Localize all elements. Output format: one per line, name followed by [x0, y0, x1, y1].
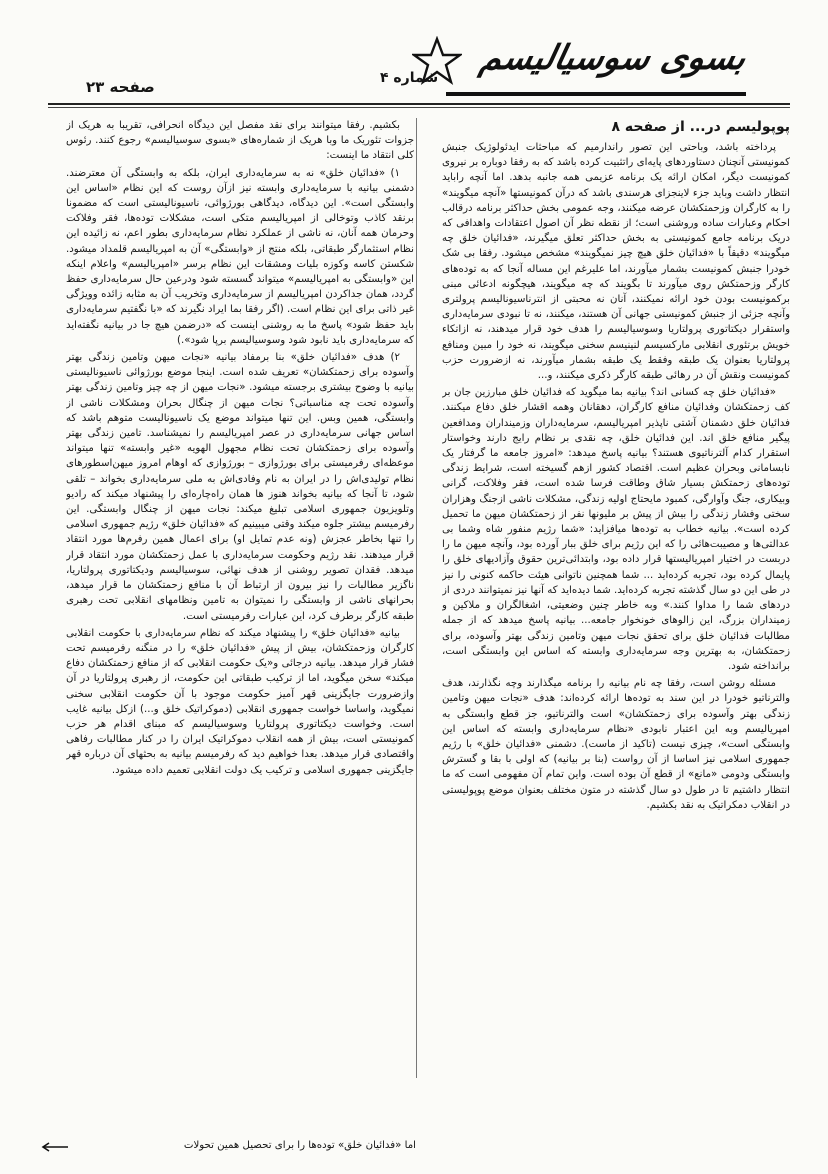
paragraph: پرداخته باشد، وباحتی این تصور راندارمیم که مباحثات ایدئولوژیک جنبش کمونیستی آنچنان دستاوردهای پایه‌ای راتثبیت کرده باشد که به رفقا دوباره بر نیروی کمونیست دیگر، امکان ارائه یک برنامه عزیمی همه جانبه بدهد. اما آنچه راباید انتظار داشت وباید جزء لاینجزای هرسندی باشد که درآن کمونیستها «آنچه میگویند» را به کارگران وزحمتکشان عرضه میکنند، وجه عمومی بخش حداکثر برنامه درقالب احکام وعبارات ساده وروشنی است؛ از نقطه نظر آن اصول اعتقادات واهدافی که دریک برنامه جامع کمونیستی به بخش حداکثر تعلق میگیرند، «فدائیان خلق چه میگویند» دقیقاً با «فدائیان خلق هیچ چیز نمیگویند» مشخص میشود. رفقا بی شک خودرا جنبش کمونیست بشمار میآورند، اما علیرغم این مساله آنجا که به توده‌های کارگر وزحمتکش روی میآورند تا بگویند که چه میگویند، هیچگونه ادعائی مبنی برکمونیست بودن خود ارائه نمیکنند، آنان نه محبتی از انترناسیونالیسم پرولتری وآنچه جزئی از جنبش کمونیستی جهانی آن هستند، میکنند، نه تا نبودی سرمایه‌داری واستقرار دیکتاتوری پرولتاریا وسوسیالیسم را هدف خود قرار میدهند، نه ازاتکاء خویش برتئوری انقلابی مارکسیسم لنینیسم سخنی میگویند، نه خود را مبین ومنافع پرولتاریا بعنوان یک طبقه وفقط یک طبقه بشمار میآورند، نه ازضرورت حزب کمونیست ونقش آن در رهائی طبقه کارگر ذکری میکنند، و... — [442, 142, 790, 382]
paragraph: مسئله روشن است، رفقا چه نام بیانیه را برنامه میگذارند وچه نگذارند، هدف والترناتیو خودرا در این سند به توده‌ها ارائه کرده‌اند: هدف «نجات میهن وتامین زندگی بهتر وآسوده برای زحمتکشان» است والترناتیو، جز قطع وابستگی به امپریالیسم وبه این اعتبار نابودی «نظام سرمایه‌داری وابسته که اساس این وابستگی است»، چیزی نیست (تاکید از ماست). دشمنی «فدائیان خلق» با رژیم جمهوری اسلامی نیز اساسا از آن رواست (بنا بر بیانیه) که اولی با بقا و گسترش وابستگی ودومی «مانع» از قطع آن بوده است. واین تمام آن مفهومی است که ما انتظار داشتیم تا در طول دو سال گذشته در متون مختلف بعنوان موضع پوپولیستی در انقلاب دمکراتیک به نقد بکشیم. — [442, 678, 790, 811]
header-rule-thin — [48, 107, 790, 108]
logo-underline — [446, 92, 746, 96]
page-number: صفحه ۲۳ — [86, 78, 155, 96]
issue-number: شماره ۴ — [380, 70, 439, 86]
paragraph: بیانیه «فدائیان خلق» را پیشنهاد میکند که نظام سرمایه‌داری با حکومت انقلابی کارگران وزحمتکشان، بیش از پیش «فدائیان خلق» را در منگنه رفرمیسم تحت فشار قرار میدهد. بیانیه درجائی و«یک حکومت انقلابی که از منافع زحمتکشان دفاع میکند» سخن میگوید، اما از ترکیب طبقاتی این حکومت، از رهبری پرولتاریا در آن وازضرورت جایگزینی قهر آمیز حکومت موجود با آن حکومت انقلابی سخنی نمیگوید، واساسا خواست جمهوری انقلابی (دموکراتیک خلق و...) ازکل بیانیه غایب است. وخواست دیکتاتوری پرولتاریا وسوسیالیسم که مبنای اقدام هر حزب کمونیستی است، بیش از همه انقلاب دموکراتیک ایران را در کنار مطالبات رفاهی واقتصادی قرار میدهد. بعدا خواهیم دید که رفرمیسم بیانیه به بحثهای آن درباره قهر جایگزینی جمهوری اسلامی و ترکیب یک دولت انقلابی تعمیم داده میشود. — [66, 627, 414, 776]
paragraph: ۱) «فدائیان خلق» نه به سرمایه‌داری ایران، بلکه به وابستگی آن معترضند. دشمنی بیانیه با سرمایه‌داری وابسته نیز ازآن روست که این نظام «اساس این وابستگی است». این دیدگاه، دیدگاهی بورژوائی، ناسیونالیستی است که مضمونا برنقد کاذب وتوخالی از امپریالیسم متکی است، مشکلات توده‌ها، فقر وفلاکت وحرمان همه آنان، نه ناشی از عملکرد نظام سرمایه‌داری بطور اعم، نه زائیده این نظام استثمارگر طبقاتی، بلکه منتج از «وابستگی» آن به امپریالیسم قلمداد میشود. شکستن کاسه وکوزه بلیات ومشقات این نظام برسر «امپریالیسم» واعلام اینکه این «وابستگی به امپریالیسم» میتواند گسسته شود ودرعین حال سرمایه‌داری حفظ گردد، همان جداکردن امپریالیسم از سرمایه‌داری وتخریب آن به مثابه زائده وویژگی غیر ذاتی برای این نظام است. (اگر رفقا بما ایراد نگیرند که «با نگفتیم سرمایه‌داری باید حفظ شود» پاسخ ما به روشنی اینست که «درضمن هیچ جا در بیانیه نگفته‌اید که سرمایه‌داری باید نابود شود وسوسیالیسم برپا شود».) — [66, 167, 414, 346]
left-column — [66, 118, 414, 1128]
article-title: پوپولیسم در... از صفحه ۸ — [611, 119, 790, 135]
header-rule — [48, 103, 790, 105]
right-column — [442, 118, 790, 1138]
masthead — [428, 30, 798, 100]
paragraph: ۲) هدف «فدائیان خلق» بنا برمفاد بیانیه «نجات میهن وتامین زندگی بهتر وآسوده برای زحمتکشان» تعریف شده است. اینجا موضع بورژوائی ناسیونالیستی بیانیه با وضوح بیشتری برجسته میشود. «نجات میهن از چه چیز وتامین زندگی بهتر وآسوده تحت چه مناسباتی؟ نجات میهن از چنگال بحران ومشکلات ناشی از وابستگی، همین وبس. این تنها میتواند موضع یک ناسیونالیست متوهم باشد که اساس جهانی سرمایه‌داری در عصر امپریالیسم را نمیشناسد. تامین زندگی بهتر وآسوده برای زحمتکشان تحت نظام مجهول الهویه «غیر وابسته» تنها میتواند موعظه‌ای رفرمیستی برای بورژوازی – بورژوازی که اوهام امروز میهن‌اسطورهای نظام تولیدی‌اش را در ایران به نام وفادی‌اش به ملی سرمایه‌داری بخواند – تلقی شود، تا آنجا که بیانیه بخواند هنوز ها همان راه‌چاره‌ای را پیشنهاد میکند که رادیو وتلویزیون جمهوری اسلامی تبلیغ میکند: نجات میهن از چنگال وابستگی. این رفرمیسم بیشتر جلوه میکند وقتی میبینیم که «فدائیان خلق» رژیم جمهوری اسلامی را تنها بخاطر عجزش (ونه عدم تمایل او) برای اعمال همین رفرم‌ها مورد انتقاد قرار میدهند. نقد رژیم وحکومت سرمایه‌داری با عمل زحمتکشان مورد انتقاد قرار میدهد. فقدان تصویر روشنی از هدف نهائی، سوسیالیسم ودیکتاتوری پرولتاریا، ناگزیر مطالبات را نیز بیرون از ارتباط آن با منافع زحمتکشان ما قرار میدهد، بحرانهای ناشی از وابستگی را نمیتوان به تامین ونظامهای انقلابی تحت رهبری طبقه کارگر برطرف کرد، این عبارات رفرمیستی است. — [66, 352, 414, 622]
paragraph: «فدائیان خلق چه کسانی اند؟ بیانیه بما میگوید که فدائیان خلق مبارزین جان بر کف زحمتکشان وفدائیان منافع کارگران، دهقانان وهمه اقشار خلق دفاع میکنند. فدائیان خلق دشمنان آشتی ناپذیر امپریالیسم، سرمایه‌داران وزمینداران ومدافعین پیگیر منافع خلق اند. این فدائیان خلق، چه نقدی بر نظام رایج دارند وخواستار استقرار کدام آلترناتیوی هستند؟ بیانیه پاسخ میدهد: «امروز جامعه ما گرفتار یک نابسامانی وبحران عظیم است. اقتصاد کشور ازهم گسیخته است، شرایط زندگی توده‌های زحمتکش بسیار شاق وطاقت فرسا شده است، فقر وفلاکت، گرانی وبیکاری، جنگ وآوارگی، کمبود مایحتاج اولیه زندگی، مشکلات ناشی ازجنگ وهزاران سختی وفشار زندگی را بیش از پیش بر ملیونها نفر از زحمتکشان میهن ما تحمیل کرده است». بیانیه خطاب به توده‌ها میافزاید: «شما رژیم منفور شاه وشما بی عدالتی‌ها و مصیبت‌هائی را که این رژیم برای خلق ببار آورده بود، وآنچه میهن ما را دربست در اختیار امپریالیستها قرار داده بود، وابتدائی‌ترین حقوق وآزادیهای خلق را پایمال کرده بود، تجربه کرده‌اید ... شما همچنین ناتوانی هیئت حاکمه کنونی را نیز در طی این دو سال گذشته تجربه کرده‌اید. شما دیده‌اید که آنها نیز نمیتوانند دردی از دردهای شما را مداوا کنند.» وبه خاطر چنین وضعیتی، اشغالگران و ملاکین و زمینداران بزرگ، این زالوهای خونخوار جامعه... بیانیه پاسخ میدهد که از جمله مطالبات فدائیان خلق برای تحقق نجات میهن وتامین زندگی بهتر وآسوده، برای زحمتکشان، به بهترین وجه سرمایه‌داری وابسته که اساس این وابستگی است، برانداخته شود. — [442, 387, 790, 672]
column-divider — [416, 118, 417, 1078]
continuation-line: اما «فدائیان خلق» توده‌ها را برای تحصیل همین تحولات — [183, 1140, 416, 1151]
arrow-left-icon — [40, 1142, 68, 1152]
paragraph: بکشیم. رفقا میتوانند برای نقد مفصل این دیدگاه انحرافی، تقریبا به هریک از جزوات تئوریک ما وبا هریک از شماره‌های «بسوی سوسیالیسم» رجوع کنند. رئوس کلی انتقاد ما اینست: — [66, 120, 414, 162]
publication-logo: بسوی سوسیالیسم — [477, 38, 751, 78]
